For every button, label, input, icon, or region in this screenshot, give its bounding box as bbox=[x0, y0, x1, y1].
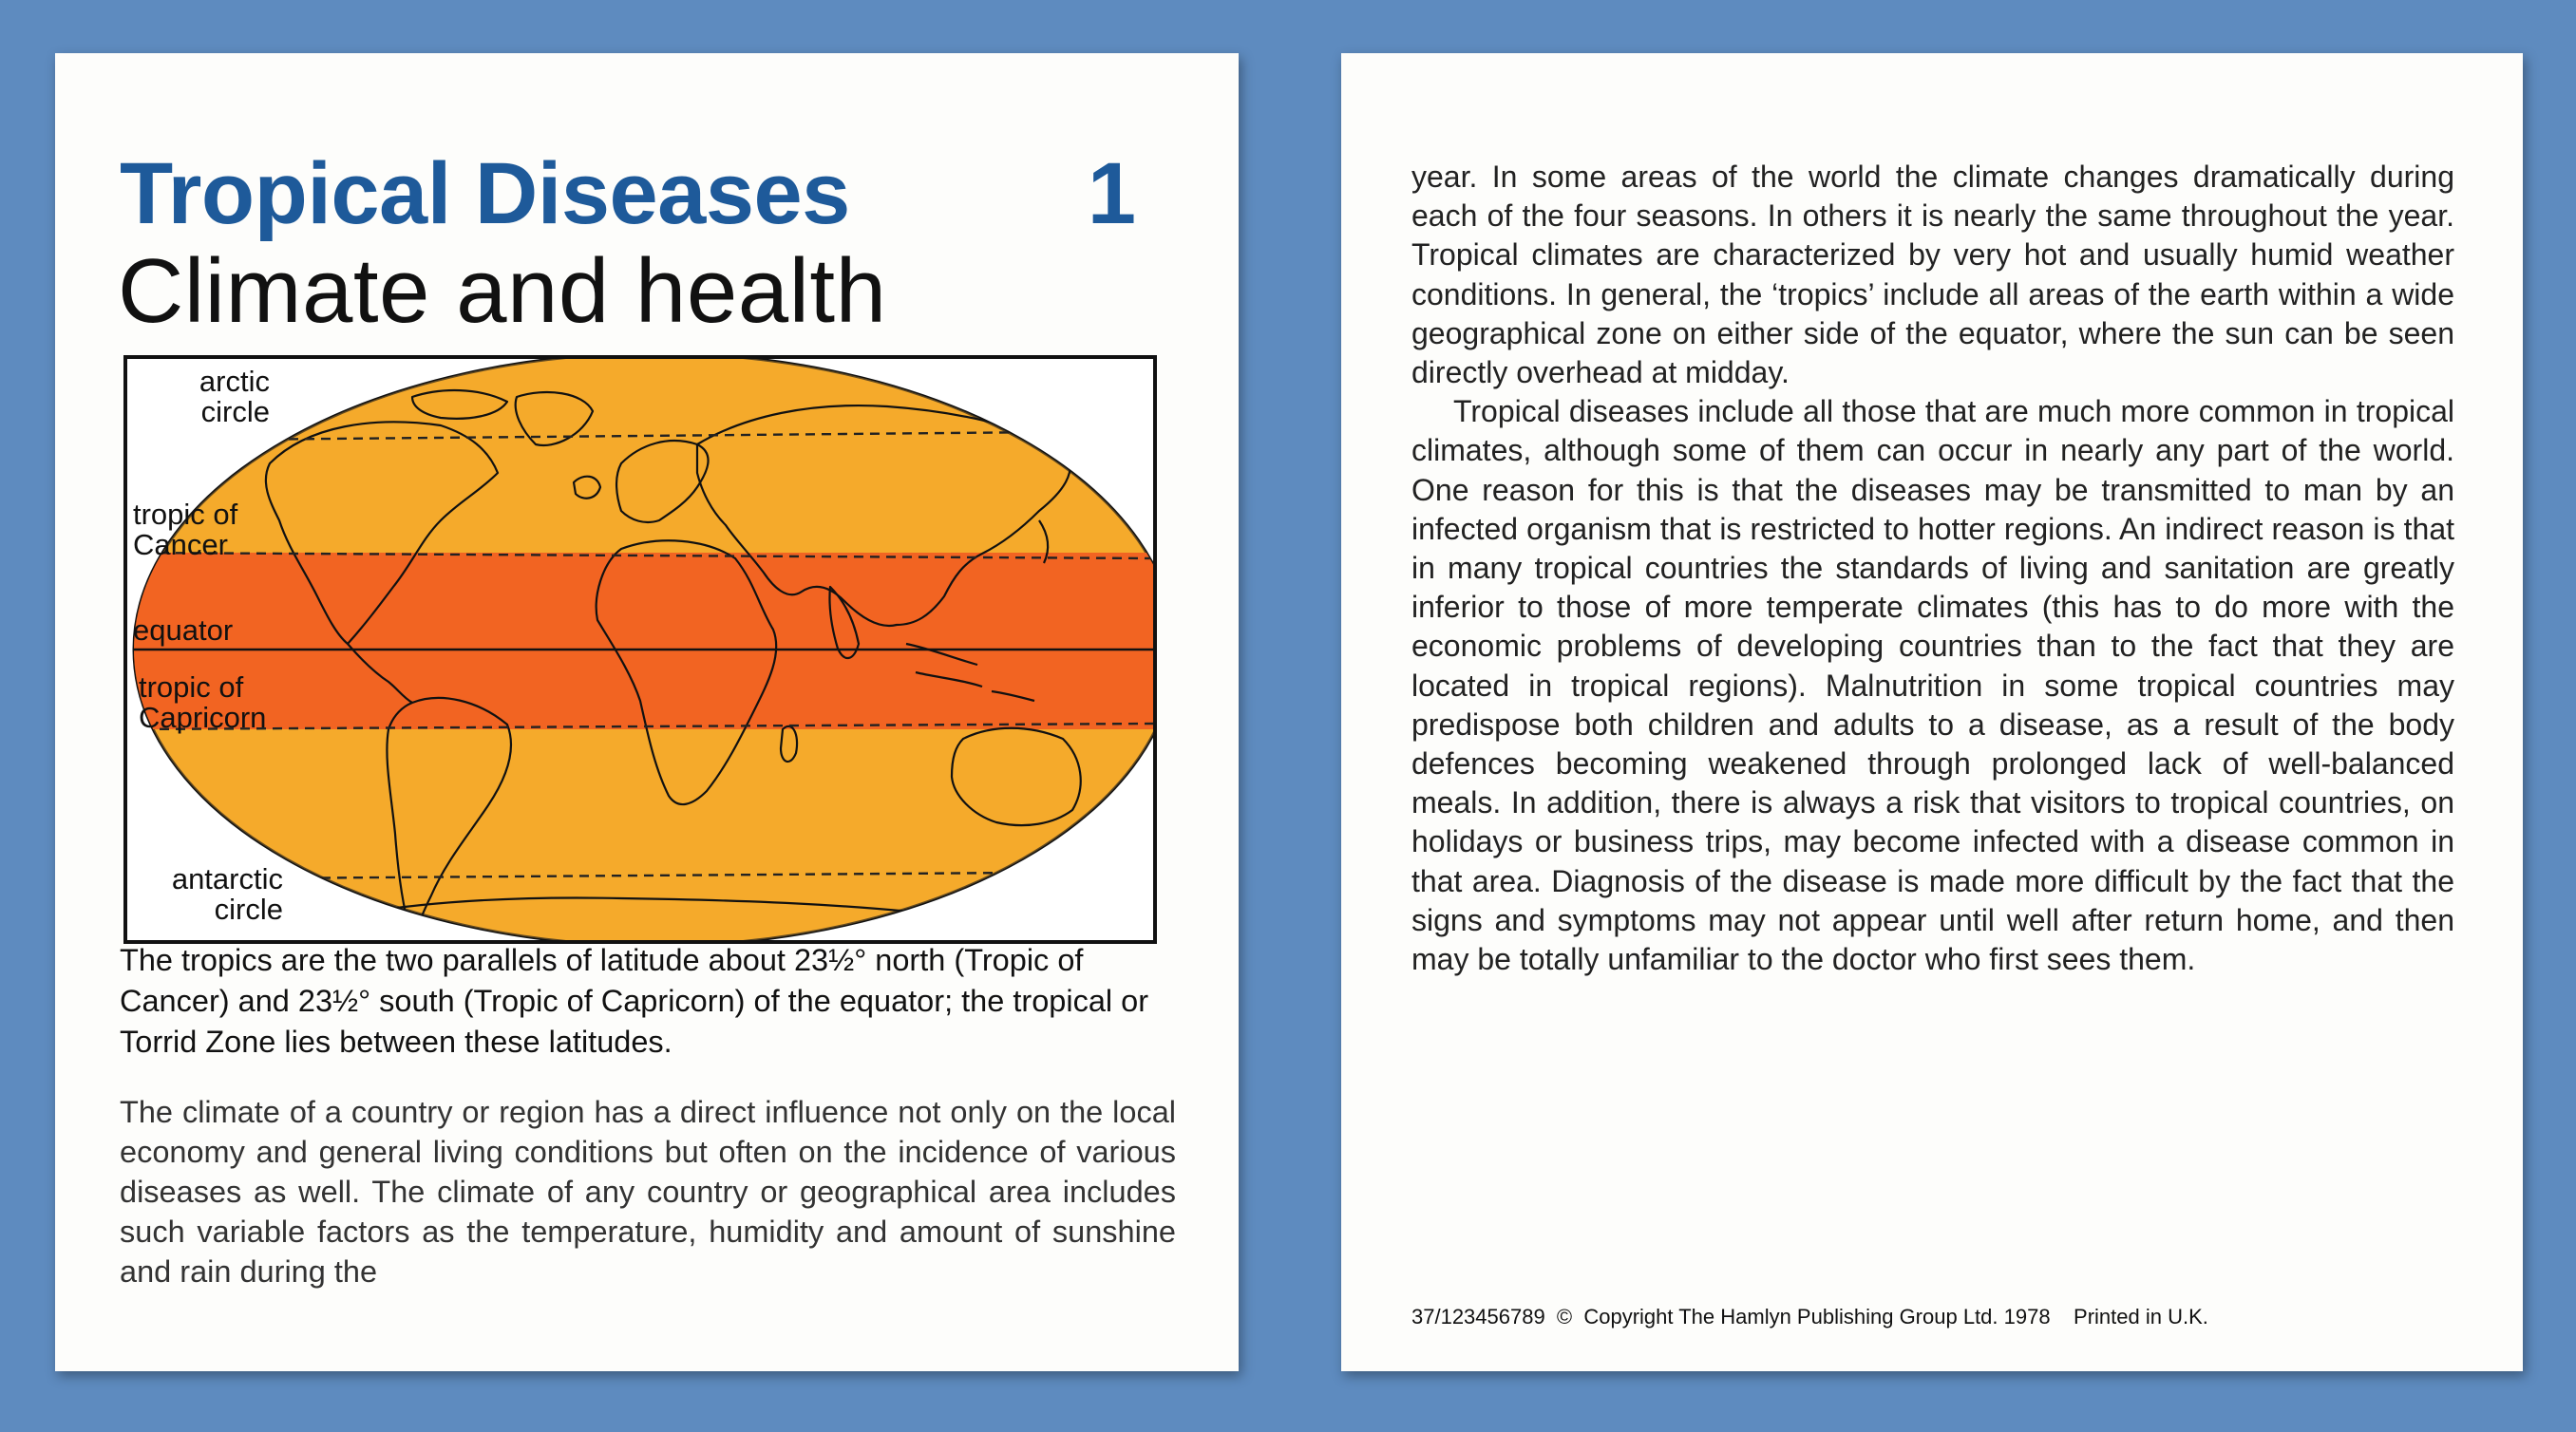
map-caption: The tropics are the two parallels of latitude about 23½° north (Tropic of Cancer) and 23½° south (Tropic of Capricorn) of the equator; the tropical or Torrid Zone lies between these latitudes. bbox=[120, 943, 1149, 1059]
card-back bbox=[1341, 53, 2523, 1371]
label-antarctic-circle: antarctic circle bbox=[171, 862, 283, 926]
card-title: Tropical Diseases bbox=[120, 145, 850, 242]
back-paragraph-1: year. In some areas of the world the climate changes dramatically during each of the four seasons. In others it is nearly the same throughout the year. Tropical climates are characterized by very hot and usually humid weather conditions. In general, the ‘tropics’ include all areas of the earth within a wide geographical zone on either side of the equator, where the sun can be seen directly overhead at midday. bbox=[1411, 160, 2454, 390]
world-map-graphic bbox=[127, 359, 1153, 940]
label-tropic-of-cancer: tropic of Cancer bbox=[133, 498, 238, 561]
back-paragraph-2: Tropical diseases include all those that are much more common in tropical climates, although some of them can occur in nearly any part of the world. One reason for this is that the diseases may be transmitted to man by an infected organism that is restricted to hotter regions. An indirect reason is that in many tropical countries the standards of living and sanitation are greatly inferior to those of more temperate climates (this has to do more with the economic problems of developing countries than to the fact that they are located in tropical regions). Malnutrition in some tropical countries may predispose both children and adults to a disease, as a result of the body defences becoming weakened through prolonged lack of well-balanced meals. In addition, there is always a risk that visitors to tropical countries, on holidays or business trips, may become infected with a disease common in that area. Diagnosis of the disease is made more difficult by the fact that the signs and symptoms may not appear until well after return home, and then may be totally unfamiliar to the doctor who first sees them. bbox=[1411, 394, 2454, 977]
label-arctic-circle: arctic circle bbox=[199, 365, 270, 428]
front-body-text: The climate of a country or region has a direct influence not only on the local economy and general living conditions but often on the incidence of various diseases as well. The climate of any country or geographical area includes such variable factors as the temperature, humidity and amount of sunshine and rain during the bbox=[120, 1095, 1176, 1289]
label-equator: equator bbox=[133, 613, 234, 647]
card-subtitle: Climate and health bbox=[118, 240, 887, 342]
copyright-footer: 37/123456789 © Copyright The Hamlyn Publishing Group Ltd. 1978 Printed in U.K. bbox=[1411, 1305, 2208, 1328]
card-front bbox=[55, 53, 1239, 1371]
world-climate-map bbox=[123, 355, 1157, 944]
label-tropic-of-capricorn: tropic of Capricorn bbox=[139, 670, 267, 734]
back-body-text bbox=[1411, 158, 2454, 979]
card-number: 1 bbox=[1087, 145, 1136, 242]
